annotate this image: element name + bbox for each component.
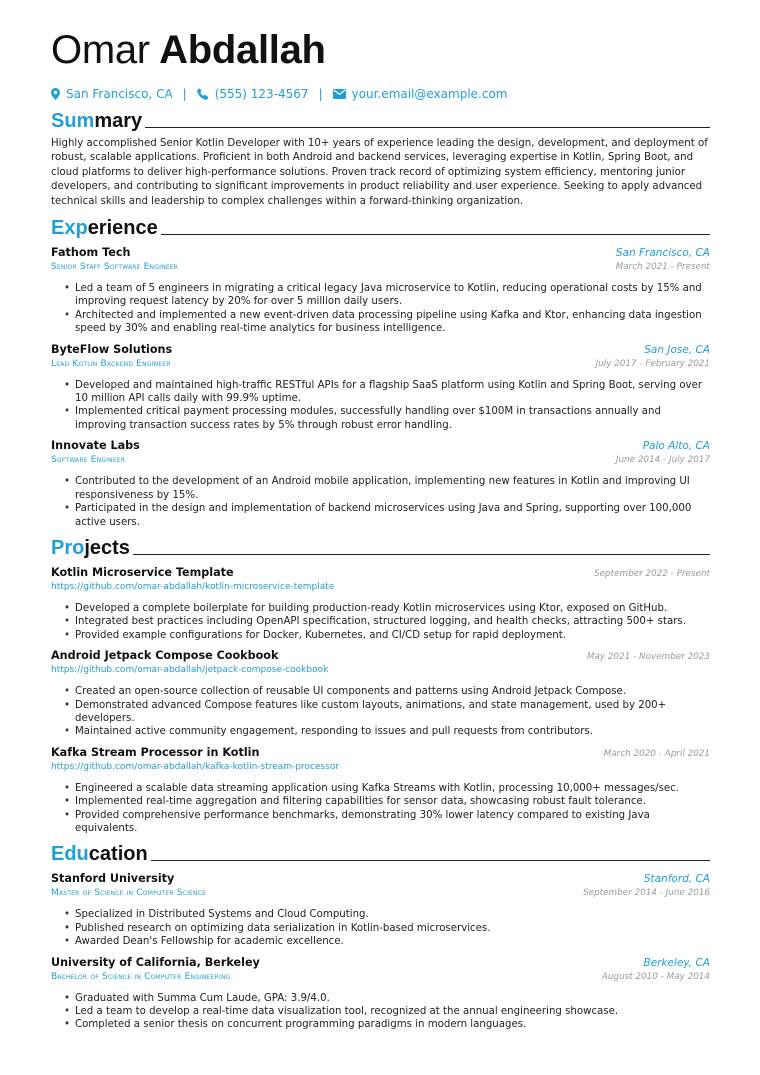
job-location: San Francisco, CA: [615, 247, 710, 260]
project-link[interactable]: https://github.com/omar-abdallah/kotlin-microservice-template: [51, 581, 335, 592]
job-title: Software Engineer: [51, 455, 126, 466]
company-name: ByteFlow Solutions: [51, 342, 173, 356]
bullet-item: • Published research on optimizing data serialization in Kotlin-based microservices.: [75, 922, 710, 935]
bullet-list: [51, 282, 710, 336]
summary-text: Highly accomplished Senior Kotlin Developer with 10+ years of experience leading the design, development, and deployment of robust, scalable applications. Proficient in both Android and backend services, leveraging expertise in Kotlin, Spring Boot, and cloud platforms to deliver high-performance solutions. Proven track record of optimizing system efficiency, mentoring junior developers, and contributing to significant improvements in product reliability and user experience. Seeking to apply advanced technical skills and leadership to complex challenges within a forward-thinking organization.: [51, 138, 708, 207]
school-name: University of California, Berkeley: [51, 955, 260, 969]
project-dates: May 2021 - November 2023: [586, 652, 710, 663]
school-name: Stanford University: [51, 872, 175, 886]
bullet-item: • Created an open-source collection of reusable UI components and patterns using Android Jetpack Compose.: [75, 685, 710, 698]
project-name: Android Jetpack Compose Cookbook: [51, 649, 279, 663]
project-entry: [51, 745, 710, 836]
education-heading-rest: cation: [88, 843, 148, 866]
summary-heading: [51, 110, 142, 132]
bullet-list: [51, 602, 710, 642]
candidate-name: [51, 26, 710, 74]
bullet-item: • Completed a senior thesis on concurrent programming paradigms in modern languages.: [75, 1018, 710, 1031]
bullet-list: [51, 685, 710, 739]
experience-entry: [51, 245, 710, 336]
project-entry: [51, 565, 710, 642]
project-entry: [51, 648, 710, 739]
bullet-list: [51, 379, 710, 433]
bullet-item: • Engineered a scalable data streaming application using Kafka Streams with Kotlin, processing 10,000+ messages/sec.: [75, 782, 710, 795]
contact-phone[interactable]: [197, 87, 309, 101]
bullet-item: • Provided comprehensive performance benchmarks, demonstrating 30% lower latency compared to existing Java equivalents.: [75, 809, 710, 836]
experience-entry: [51, 438, 710, 529]
bullet-list: [51, 782, 710, 836]
project-dates: September 2022 - Present: [594, 568, 710, 579]
project-name: Kotlin Microservice Template: [51, 565, 234, 579]
education-heading: [51, 843, 148, 865]
section-divider: [145, 127, 710, 128]
bullet-item: • Implemented real-time aggregation and filtering capabilities for sensor data, showcasing robust fault tolerance.: [75, 795, 710, 808]
education-entry: [51, 955, 710, 1032]
contact-line: [51, 86, 710, 102]
bullet-item: • Architected and implemented a new event-driven data processing pipeline using Kafka and Ktor, enhancing data ingestion speed by 30% and enabling real-time analytics for business intelligence.: [75, 309, 710, 336]
summary-section-header: [51, 110, 710, 132]
section-divider: [161, 234, 710, 235]
projects-heading-rest: jects: [84, 536, 130, 559]
projects-heading-accent: Pro: [51, 536, 85, 559]
bullet-item: • Contributed to the development of an Android mobile application, implementing new features in Kotlin and improving UI responsiveness by 15%.: [75, 475, 710, 502]
last-name: Abdallah: [159, 28, 326, 72]
experience-heading-accent: Exp: [51, 217, 88, 240]
experience-section-header: [51, 217, 710, 239]
bullet-item: • Developed and maintained high-traffic RESTful APIs for a flagship SaaS platform using Kotlin and Spring Boot, serving over 10 million API calls daily with 99.9% uptime.: [75, 379, 710, 406]
education-entry: [51, 871, 710, 948]
job-title: Lead Kotlin Backend Engineer: [51, 358, 171, 369]
job-title: Senior Staff Software Engineer: [51, 262, 179, 273]
contact-location: [51, 87, 173, 101]
education-heading-accent: Edu: [51, 843, 89, 866]
bullet-list: [51, 992, 710, 1032]
education-dates: September 2014 - June 2016: [583, 888, 710, 899]
email-link: your.email@example.com: [351, 87, 508, 101]
school-location: Stanford, CA: [643, 873, 710, 886]
contact-separator: |: [318, 87, 323, 101]
phone-text: (555) 123-4567: [214, 87, 309, 101]
bullet-item: • Participated in the design and implementation of backend microservices using Java and Spring, supporting over 100,000 active users.: [75, 502, 710, 529]
experience-entry: [51, 342, 710, 433]
company-name: Innovate Labs: [51, 439, 140, 453]
job-location: San Jose, CA: [644, 343, 710, 356]
bullet-item: • Developed a complete boilerplate for building production-ready Kotlin microservices using Ktor, exposed on GitHub.: [75, 602, 710, 615]
bullet-item: • Implemented critical payment processing modules, successfully handling over $100M in transactions annually and improving transaction success rates by 5% through robust error handling.: [75, 405, 710, 432]
bullet-list: [51, 475, 710, 529]
project-name: Kafka Stream Processor in Kotlin: [51, 745, 260, 759]
bullet-item: • Integrated best practices including OpenAPI specification, structured logging, and health checks, attracting 500+ stars.: [75, 615, 710, 628]
projects-heading: [51, 537, 130, 559]
bullet-item: • Awarded Dean's Fellowship for academic excellence.: [75, 935, 710, 948]
bullet-item: • Specialized in Distributed Systems and Cloud Computing.: [75, 908, 710, 921]
bullet-item: • Graduated with Summa Cum Laude, GPA: 3.9/4.0.: [75, 992, 710, 1005]
bullet-item: • Maintained active community engagement, responding to issues and pull requests from contributors.: [75, 725, 710, 738]
experience-heading: [51, 217, 158, 239]
job-location: Palo Alto, CA: [642, 440, 710, 453]
company-name: Fathom Tech: [51, 246, 131, 260]
job-dates: March 2021 - Present: [615, 262, 710, 273]
bullet-item: • Led a team of 5 engineers in migrating a critical legacy Java microservice to Kotlin, reducing operational costs by 15% and improving request latency by 20% for over 5 million daily users.: [75, 282, 710, 309]
job-dates: July 2017 - February 2021: [595, 358, 710, 369]
project-dates: March 2020 - April 2021: [603, 748, 710, 759]
experience-heading-rest: erience: [87, 217, 158, 240]
phone-icon: [197, 88, 209, 100]
degree-name: Master of Science in Computer Science: [51, 888, 207, 899]
location-text: San Francisco, CA: [66, 87, 173, 101]
section-divider: [133, 554, 710, 555]
school-location: Berkeley, CA: [643, 956, 710, 969]
bullet-item: • Demonstrated advanced Compose features like custom layouts, animations, and state management, used by 200+ developers.: [75, 699, 710, 726]
contact-separator: |: [182, 87, 187, 101]
envelope-icon: [333, 89, 346, 99]
section-divider: [151, 860, 710, 861]
bullet-item: • Provided example configurations for Docker, Kubernetes, and CI/CD setup for rapid deployment.: [75, 629, 710, 642]
education-dates: August 2010 - May 2014: [601, 971, 710, 982]
first-name: Omar: [51, 28, 150, 72]
project-link[interactable]: https://github.com/omar-abdallah/jetpack-compose-cookbook: [51, 665, 329, 676]
degree-name: Bachelor of Science in Computer Engineering: [51, 971, 231, 982]
project-link[interactable]: https://github.com/omar-abdallah/kafka-kotlin-stream-processor: [51, 761, 340, 772]
projects-section-header: [51, 537, 710, 559]
summary-heading-rest: mary: [94, 110, 143, 132]
job-dates: June 2014 - July 2017: [615, 455, 710, 466]
contact-email[interactable]: [333, 87, 508, 101]
bullet-list: [51, 908, 710, 948]
bullet-item: • Led a team to develop a real-time data visualization tool, recognized at the annual engineering showcase.: [75, 1005, 710, 1018]
education-section-header: [51, 843, 710, 865]
summary-heading-accent: Sum: [51, 110, 95, 132]
map-marker-icon: [51, 88, 60, 100]
